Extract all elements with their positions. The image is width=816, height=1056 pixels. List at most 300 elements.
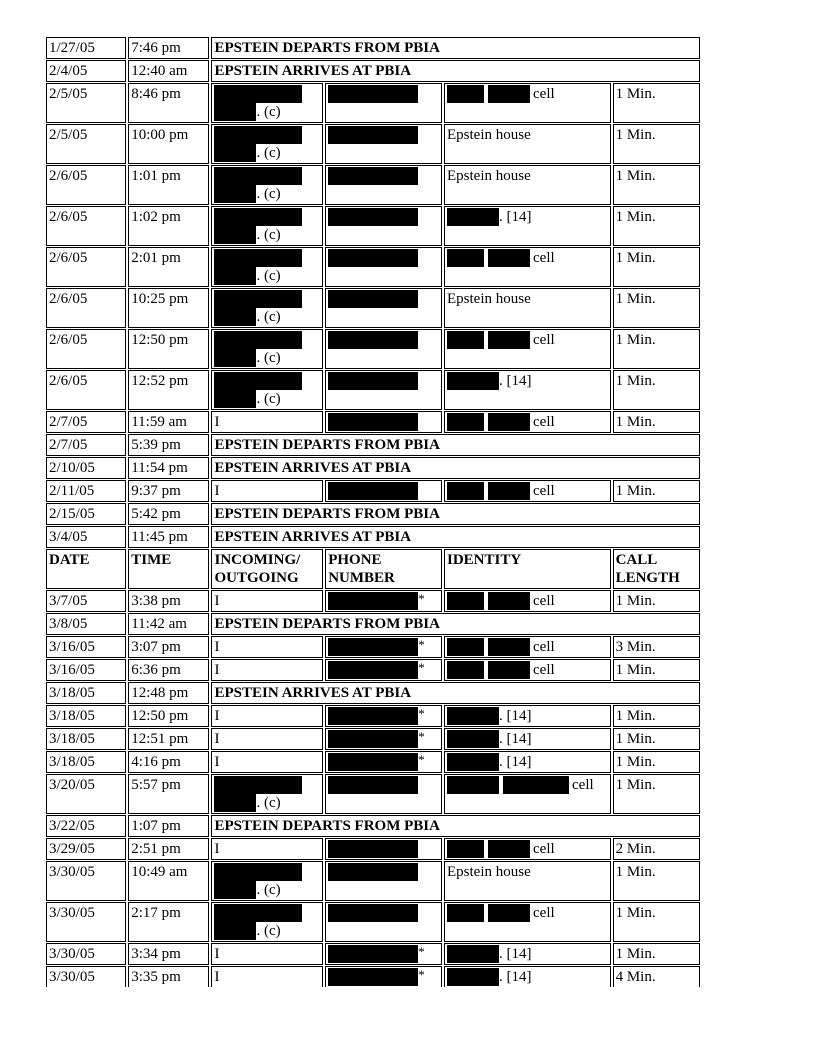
call-length-cell: 1 Min. — [613, 659, 700, 681]
redaction-block — [488, 904, 530, 922]
direction-line-1 — [214, 372, 320, 390]
redaction-block — [447, 661, 484, 679]
phone-number-cell — [325, 480, 442, 502]
call-length-cell: 1 Min. — [613, 370, 700, 410]
phone-number-cell — [325, 705, 442, 727]
call-length-cell: 2 Min. — [613, 838, 700, 860]
call-row — [46, 288, 700, 328]
phone-number-cell — [325, 329, 442, 369]
direction-suffix: . (c) — [256, 186, 281, 202]
redaction-block — [447, 413, 484, 431]
date-cell: 3/16/05 — [46, 659, 126, 681]
redaction-block — [214, 85, 302, 103]
redaction-block — [214, 185, 256, 203]
identity-suffix: cell — [572, 777, 594, 793]
phone-number-cell — [325, 861, 442, 901]
identity-cell — [444, 636, 611, 658]
asterisk-mark: * — [418, 944, 425, 959]
time-cell: 12:40 am — [128, 60, 209, 82]
header-direction — [211, 549, 323, 589]
redaction-block — [447, 840, 484, 858]
date-cell: 2/5/05 — [46, 124, 126, 164]
direction-suffix: . (c) — [256, 227, 281, 243]
date-cell: 3/30/05 — [46, 861, 126, 901]
redaction-block — [328, 776, 418, 794]
header-date — [46, 549, 126, 589]
redaction-block — [447, 730, 499, 748]
date-cell: 3/30/05 — [46, 966, 126, 987]
date-cell: 3/16/05 — [46, 636, 126, 658]
identity-suffix: cell — [533, 483, 555, 499]
time-cell: 9:37 pm — [128, 480, 209, 502]
call-row — [46, 329, 700, 369]
time-cell: 12:52 pm — [128, 370, 209, 410]
redaction-block — [503, 776, 569, 794]
event-cell: EPSTEIN DEPARTS FROM PBIA — [211, 434, 700, 456]
asterisk-mark: * — [418, 706, 425, 721]
date-cell: 3/22/05 — [46, 815, 126, 837]
redaction-block — [447, 968, 499, 986]
date-cell: 2/15/05 — [46, 503, 126, 525]
phone-number-cell — [325, 370, 442, 410]
asterisk-mark: * — [418, 967, 425, 982]
direction-text: I — [214, 841, 220, 857]
direction-text: I — [214, 483, 220, 499]
direction-cell — [211, 861, 323, 901]
redaction-block — [328, 208, 418, 226]
direction-cell — [211, 943, 323, 965]
call-row — [46, 370, 700, 410]
time-cell: 6:36 pm — [128, 659, 209, 681]
phone-number-cell — [325, 636, 442, 658]
redaction-block — [214, 349, 256, 367]
direction-cell — [211, 590, 323, 612]
direction-suffix: . (c) — [256, 104, 281, 120]
header-phone-number — [325, 549, 442, 589]
redaction-block — [447, 249, 484, 267]
direction-cell — [211, 902, 323, 942]
redaction-block — [488, 661, 530, 679]
identity-cell — [444, 480, 611, 502]
direction-line-2 — [214, 144, 320, 162]
event-row — [46, 457, 700, 479]
identity-text: Epstein house — [447, 127, 531, 143]
date-cell: 2/6/05 — [46, 165, 126, 205]
identity-cell — [444, 705, 611, 727]
date-cell: 2/10/05 — [46, 457, 126, 479]
time-cell: 11:54 pm — [128, 457, 209, 479]
phone-number-cell — [325, 247, 442, 287]
identity-suffix: . [14] — [499, 969, 532, 985]
redaction-block — [488, 331, 530, 349]
phone-number-cell — [325, 124, 442, 164]
phone-number-cell — [325, 206, 442, 246]
redaction-block — [447, 904, 484, 922]
date-cell: 3/30/05 — [46, 943, 126, 965]
identity-cell — [444, 751, 611, 773]
event-row — [46, 60, 700, 82]
direction-cell — [211, 659, 323, 681]
header-call-length-text: LENGTH — [615, 570, 680, 586]
event-cell: EPSTEIN DEPARTS FROM PBIA — [211, 815, 700, 837]
event-row — [46, 434, 700, 456]
time-cell: 12:51 pm — [128, 728, 209, 750]
phone-number-cell — [325, 288, 442, 328]
event-cell: EPSTEIN ARRIVES AT PBIA — [211, 526, 700, 548]
phone-number-cell — [325, 966, 442, 987]
redaction-block — [214, 226, 256, 244]
direction-line-1 — [214, 331, 320, 349]
redaction-block — [328, 730, 418, 748]
direction-cell — [211, 728, 323, 750]
phone-number-cell — [325, 774, 442, 814]
redaction-block — [214, 331, 302, 349]
time-cell: 5:39 pm — [128, 434, 209, 456]
identity-cell — [444, 411, 611, 433]
call-length-cell: 1 Min. — [613, 411, 700, 433]
call-row — [46, 247, 700, 287]
identity-cell — [444, 370, 611, 410]
call-length-cell: 1 Min. — [613, 943, 700, 965]
redaction-block — [328, 290, 418, 308]
identity-cell — [444, 943, 611, 965]
direction-line-1 — [214, 208, 320, 226]
direction-cell — [211, 247, 323, 287]
direction-line-2 — [214, 185, 320, 203]
call-row — [46, 902, 700, 942]
asterisk-mark: * — [418, 591, 425, 606]
direction-cell — [211, 329, 323, 369]
call-length-cell: 1 Min. — [613, 288, 700, 328]
header-phone-number-text: NUMBER — [328, 570, 395, 586]
date-cell: 3/18/05 — [46, 751, 126, 773]
identity-suffix: cell — [533, 639, 555, 655]
date-cell: 3/18/05 — [46, 705, 126, 727]
redaction-block — [488, 249, 530, 267]
phone-number-cell — [325, 838, 442, 860]
call-length-cell: 1 Min. — [613, 165, 700, 205]
call-row — [46, 411, 700, 433]
date-cell: 3/30/05 — [46, 902, 126, 942]
redaction-block — [214, 863, 302, 881]
asterisk-mark: * — [418, 752, 425, 767]
date-cell: 3/8/05 — [46, 613, 126, 635]
redaction-block — [214, 372, 302, 390]
date-cell: 2/6/05 — [46, 247, 126, 287]
event-cell: EPSTEIN DEPARTS FROM PBIA — [211, 613, 700, 635]
call-length-cell: 1 Min. — [613, 124, 700, 164]
redaction-block — [214, 167, 302, 185]
call-length-cell: 1 Min. — [613, 480, 700, 502]
redaction-block — [488, 85, 530, 103]
header-time — [128, 549, 209, 589]
direction-cell — [211, 751, 323, 773]
direction-suffix: . (c) — [256, 391, 281, 407]
direction-cell — [211, 480, 323, 502]
redaction-block — [214, 249, 302, 267]
call-row — [46, 636, 700, 658]
event-row — [46, 682, 700, 704]
direction-line-1 — [214, 904, 320, 922]
call-row — [46, 480, 700, 502]
direction-cell — [211, 411, 323, 433]
redaction-block — [214, 776, 302, 794]
phone-number-cell — [325, 590, 442, 612]
time-cell: 3:34 pm — [128, 943, 209, 965]
call-length-cell: 1 Min. — [613, 206, 700, 246]
direction-line-2 — [214, 349, 320, 367]
date-cell: 3/20/05 — [46, 774, 126, 814]
header-identity-text: IDENTITY — [447, 552, 522, 568]
identity-suffix: cell — [533, 905, 555, 921]
date-cell: 3/7/05 — [46, 590, 126, 612]
call-row — [46, 751, 700, 773]
redaction-block — [214, 126, 302, 144]
direction-line-2 — [214, 922, 320, 940]
event-cell: EPSTEIN DEPARTS FROM PBIA — [211, 37, 700, 59]
direction-line-2 — [214, 390, 320, 408]
time-cell: 12:50 pm — [128, 705, 209, 727]
time-cell: 12:48 pm — [128, 682, 209, 704]
column-header-row — [46, 549, 700, 589]
date-cell: 2/7/05 — [46, 434, 126, 456]
phone-number-cell — [325, 902, 442, 942]
time-cell: 3:07 pm — [128, 636, 209, 658]
identity-cell — [444, 590, 611, 612]
redaction-block — [214, 103, 256, 121]
redaction-block — [328, 482, 418, 500]
header-time-text: TIME — [131, 552, 172, 568]
call-log-body — [46, 37, 700, 987]
direction-line-2 — [214, 881, 320, 899]
identity-cell — [444, 966, 611, 987]
redaction-block — [214, 922, 256, 940]
asterisk-mark: * — [418, 729, 425, 744]
redaction-block — [447, 208, 499, 226]
call-row — [46, 659, 700, 681]
redaction-block — [328, 372, 418, 390]
redaction-block — [328, 707, 418, 725]
redaction-block — [447, 945, 499, 963]
call-row — [46, 206, 700, 246]
redaction-block — [447, 638, 484, 656]
identity-suffix: . [14] — [499, 754, 532, 770]
call-length-cell: 1 Min. — [613, 83, 700, 123]
asterisk-mark: * — [418, 660, 425, 675]
time-cell: 1:01 pm — [128, 165, 209, 205]
date-cell: 2/6/05 — [46, 206, 126, 246]
redaction-block — [328, 413, 418, 431]
identity-suffix: . [14] — [499, 731, 532, 747]
redaction-block — [447, 372, 499, 390]
redaction-block — [328, 249, 418, 267]
event-cell: EPSTEIN ARRIVES AT PBIA — [211, 457, 700, 479]
event-cell: EPSTEIN ARRIVES AT PBIA — [211, 682, 700, 704]
date-cell: 3/29/05 — [46, 838, 126, 860]
redaction-block — [214, 881, 256, 899]
date-cell: 2/6/05 — [46, 370, 126, 410]
call-row — [46, 966, 700, 987]
redaction-block — [447, 707, 499, 725]
redaction-block — [328, 126, 418, 144]
document-page — [46, 36, 700, 988]
time-cell: 10:25 pm — [128, 288, 209, 328]
direction-line-2 — [214, 226, 320, 244]
redaction-block — [214, 390, 256, 408]
identity-cell — [444, 247, 611, 287]
redaction-block — [328, 638, 418, 656]
direction-suffix: . (c) — [256, 350, 281, 366]
identity-cell — [444, 728, 611, 750]
redaction-block — [447, 776, 499, 794]
redaction-block — [214, 308, 256, 326]
redaction-block — [328, 945, 418, 963]
direction-suffix: . (c) — [256, 923, 281, 939]
call-row — [46, 943, 700, 965]
redaction-block — [214, 208, 302, 226]
phone-number-cell — [325, 411, 442, 433]
time-cell: 2:51 pm — [128, 838, 209, 860]
direction-suffix: . (c) — [256, 309, 281, 325]
direction-cell — [211, 636, 323, 658]
call-row — [46, 728, 700, 750]
identity-suffix: cell — [533, 250, 555, 266]
call-length-cell: 1 Min. — [613, 728, 700, 750]
direction-line-1 — [214, 126, 320, 144]
direction-suffix: . (c) — [256, 882, 281, 898]
time-cell: 5:57 pm — [128, 774, 209, 814]
redaction-block — [328, 840, 418, 858]
date-cell: 2/11/05 — [46, 480, 126, 502]
time-cell: 5:42 pm — [128, 503, 209, 525]
time-cell: 4:16 pm — [128, 751, 209, 773]
event-row — [46, 37, 700, 59]
event-cell: EPSTEIN DEPARTS FROM PBIA — [211, 503, 700, 525]
time-cell: 3:38 pm — [128, 590, 209, 612]
time-cell: 1:02 pm — [128, 206, 209, 246]
identity-suffix: cell — [533, 414, 555, 430]
identity-suffix: . [14] — [499, 209, 532, 225]
direction-text: I — [214, 969, 220, 985]
call-length-cell: 4 Min. — [613, 966, 700, 987]
direction-line-1 — [214, 863, 320, 881]
redaction-block — [328, 968, 418, 986]
event-cell: EPSTEIN ARRIVES AT PBIA — [211, 60, 700, 82]
date-cell: 2/5/05 — [46, 83, 126, 123]
direction-line-1 — [214, 776, 320, 794]
call-length-cell: 1 Min. — [613, 774, 700, 814]
header-direction-text: OUTGOING — [214, 570, 299, 586]
call-length-cell: 1 Min. — [613, 590, 700, 612]
direction-cell — [211, 774, 323, 814]
identity-suffix: . [14] — [499, 946, 532, 962]
call-length-cell: 3 Min. — [613, 636, 700, 658]
redaction-block — [488, 638, 530, 656]
call-row — [46, 838, 700, 860]
call-length-cell: 1 Min. — [613, 247, 700, 287]
direction-cell — [211, 370, 323, 410]
identity-cell — [444, 329, 611, 369]
time-cell: 11:42 am — [128, 613, 209, 635]
redaction-block — [447, 331, 484, 349]
identity-suffix: . [14] — [499, 708, 532, 724]
time-cell: 8:46 pm — [128, 83, 209, 123]
redaction-block — [328, 85, 418, 103]
redaction-block — [214, 794, 256, 812]
date-cell: 2/4/05 — [46, 60, 126, 82]
call-length-cell: 1 Min. — [613, 861, 700, 901]
date-cell: 2/6/05 — [46, 288, 126, 328]
identity-suffix: . [14] — [499, 373, 532, 389]
header-direction-text: INCOMING/ — [214, 552, 301, 568]
redaction-block — [328, 167, 418, 185]
redaction-block — [488, 840, 530, 858]
identity-text: Epstein house — [447, 291, 531, 307]
header-identity — [444, 549, 611, 589]
time-cell: 11:45 pm — [128, 526, 209, 548]
time-cell: 3:35 pm — [128, 966, 209, 987]
call-row — [46, 705, 700, 727]
direction-text: I — [214, 593, 220, 609]
redaction-block — [328, 592, 418, 610]
direction-cell — [211, 124, 323, 164]
direction-text: I — [214, 639, 220, 655]
time-cell: 2:17 pm — [128, 902, 209, 942]
redaction-block — [488, 592, 530, 610]
identity-cell — [444, 165, 611, 205]
identity-cell — [444, 774, 611, 814]
call-row — [46, 590, 700, 612]
direction-line-2 — [214, 103, 320, 121]
header-date-text: DATE — [49, 552, 90, 568]
identity-text: Epstein house — [447, 168, 531, 184]
redaction-block — [447, 85, 484, 103]
redaction-block — [214, 290, 302, 308]
redaction-block — [328, 661, 418, 679]
call-row — [46, 124, 700, 164]
call-row — [46, 83, 700, 123]
direction-cell — [211, 966, 323, 987]
call-length-cell: 1 Min. — [613, 329, 700, 369]
phone-number-cell — [325, 943, 442, 965]
time-cell: 11:59 am — [128, 411, 209, 433]
time-cell: 10:00 pm — [128, 124, 209, 164]
date-cell: 2/7/05 — [46, 411, 126, 433]
date-cell: 3/18/05 — [46, 682, 126, 704]
identity-suffix: cell — [533, 662, 555, 678]
date-cell: 1/27/05 — [46, 37, 126, 59]
identity-cell — [444, 83, 611, 123]
date-cell: 3/4/05 — [46, 526, 126, 548]
time-cell: 2:01 pm — [128, 247, 209, 287]
event-row — [46, 815, 700, 837]
direction-line-2 — [214, 267, 320, 285]
redaction-block — [214, 144, 256, 162]
identity-cell — [444, 861, 611, 901]
date-cell: 2/6/05 — [46, 329, 126, 369]
header-call-length-text: CALL — [615, 552, 658, 568]
direction-cell — [211, 705, 323, 727]
direction-suffix: . (c) — [256, 145, 281, 161]
identity-suffix: cell — [533, 593, 555, 609]
redaction-block — [214, 904, 302, 922]
identity-cell — [444, 838, 611, 860]
redaction-block — [328, 753, 418, 771]
date-cell: 3/18/05 — [46, 728, 126, 750]
identity-suffix: cell — [533, 86, 555, 102]
call-log-table — [44, 36, 702, 988]
identity-cell — [444, 659, 611, 681]
